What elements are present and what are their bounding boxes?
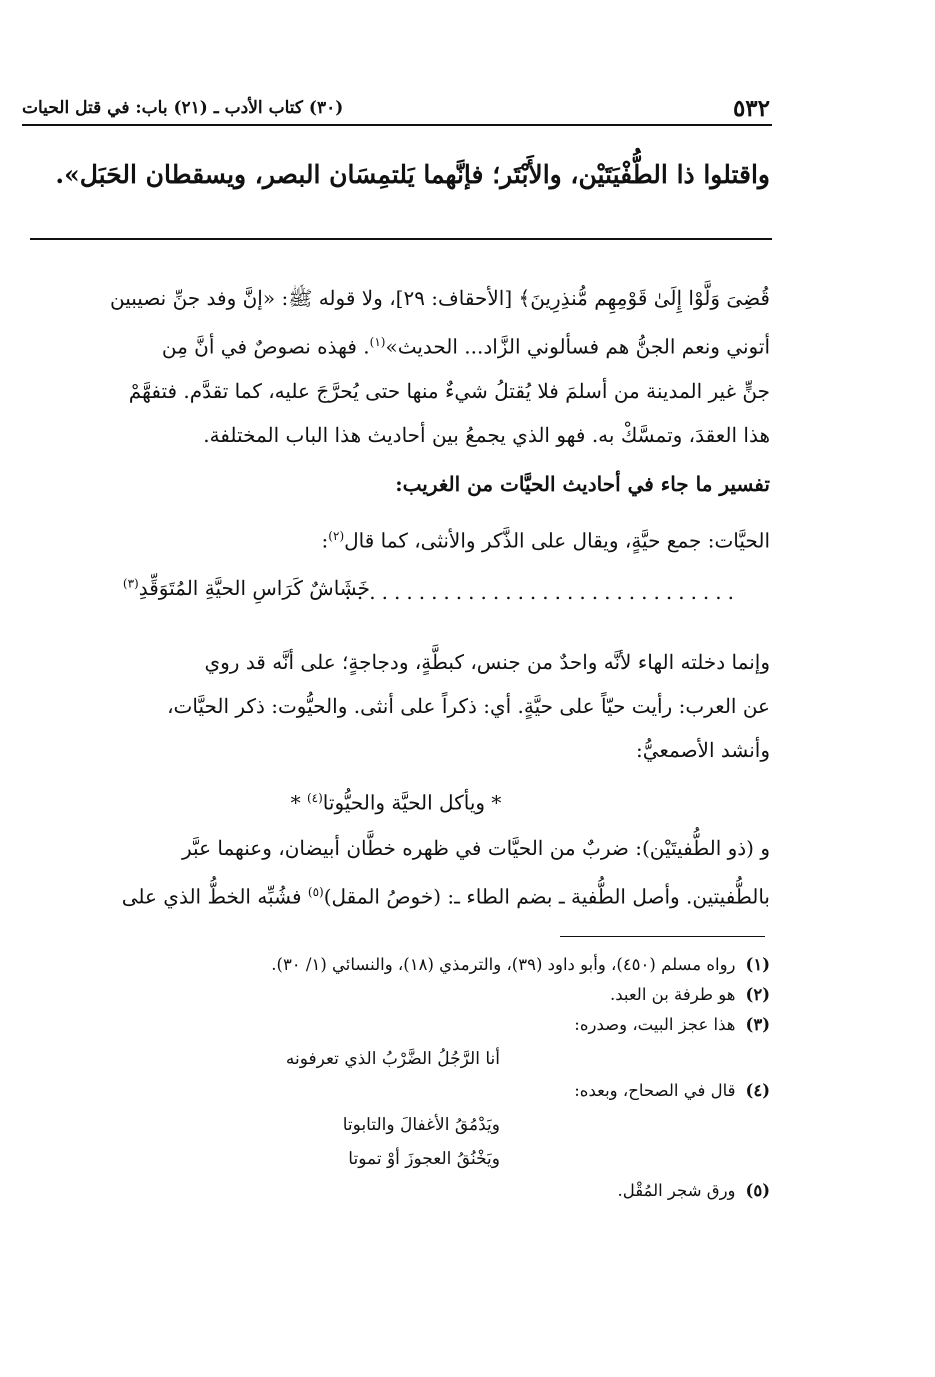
paragraph-line: وإنما دخلته الهاء لأنَّه واحدٌ من جنس، كبطَّةٍ، ودجاجةٍ؛ على أنَّه قد روي [204, 650, 770, 674]
paragraph-line-text: فشُبِّه الخطُّ الذي على [121, 884, 308, 909]
header-rule [22, 124, 772, 126]
footnote-1 [22, 950, 770, 980]
section-divider [30, 238, 772, 240]
footnote-text: رواه مسلم (٤٥٠)، وأبو داود (٣٩)، والترمذي (١٨)، والنسائي (١/ ٣٠). [271, 955, 736, 974]
paragraph-line [22, 870, 770, 919]
footnote-ref: (٢) [328, 529, 345, 543]
footnote-number: (١) [745, 955, 770, 974]
poetry-verse [40, 570, 740, 614]
hadith-text: واقتلوا ذا الطُّفْيَتَيْن، والأَبْتَر؛ فإنَّهما يَلتمِسَان البصر، ويسقطان الحَبَل». [55, 160, 770, 189]
definition-line [22, 516, 770, 561]
footnotes [22, 950, 770, 1206]
footnote-4 [22, 1076, 770, 1106]
rajaz-text: * ويأكل الحيَّة والحيُّوتا [322, 790, 502, 815]
page-number: ٥٣٢ [732, 94, 770, 122]
paragraph-line-text: أتوني ونعم الجنُّ هم فسألوني الزَّاد... الحديث» [385, 334, 770, 359]
paragraph-line: قُضِىَ وَلَّوْا إِلَىٰ قَوْمِهِم مُّنذِرِينَ﴾ [الأحقاف: ٢٩]، ولا قوله ﷺ: «إنَّ وفد جنِّ نصيبين [110, 286, 770, 310]
footnote-verse: ويَدْمُقُ الأغفالَ والتابوتا [342, 1115, 500, 1135]
footnote-ref: (١) [369, 335, 386, 349]
paragraph-line: جنٍّ غير المدينة من أسلمَ فلا يُقتلُ شيءٌ منها حتى يُحرَّجَ عليه، كما تقدَّم. فتفهَّمْ [128, 378, 770, 403]
paragraph-line: هذا العقدَ، وتمسَّكْ به. فهو الذي يجمعُ بين أحاديث هذا الباب المختلفة. [203, 422, 770, 447]
definition-tail: : [321, 528, 329, 553]
verse-ellipsis: ................................ [344, 580, 740, 604]
footnote-5 [22, 1176, 770, 1206]
footnote-rule [560, 936, 765, 937]
paragraph-line [22, 320, 770, 369]
definition-text: الحيَّات: جمع حيَّةٍ، ويقال على الذَّكر والأنثى، كما قال [344, 528, 770, 553]
paragraph-line: عن العرب: رأيت حيّاً على حيَّةٍ. أي: ذكراً على أنثى. والحيُّوت: ذكر الحيَّات، [167, 694, 770, 718]
footnote-number: (٢) [745, 985, 770, 1004]
commentary-paragraph-2 [22, 640, 770, 772]
footnote-verse: أنا الرَّجُلُ الضَّرْبُ الذي تعرفونه [285, 1049, 500, 1069]
rajaz-tail: * [290, 790, 307, 815]
footnote-3 [22, 1010, 770, 1040]
paragraph-line: و (ذو الطُّفيتَيْن): ضربٌ من الحيَّات في ظهره خطَّان أبيضان، وعنهما عبَّر [182, 836, 770, 860]
running-title: (٣٠) كتاب الأدب ـ (٢١) باب: في قتل الحيات [22, 98, 344, 118]
paragraph-line: وأنشد الأصمعيُّ: [635, 738, 770, 762]
section-heading: تفسير ما جاء في أحاديث الحيَّات من الغريب: [395, 472, 770, 496]
footnote-text: ورق شجر المُقْل. [617, 1181, 736, 1200]
footnote-text: هو طرفة بن العبد. [609, 985, 736, 1004]
footnote-text: قال في الصحاح، وبعده: [574, 1081, 736, 1100]
footnote-ref: (٤) [306, 791, 323, 805]
page-header [22, 93, 770, 123]
footnote-ref: (٣) [122, 576, 139, 591]
paragraph-line-text: بالطُّفيتين. وأصل الطُّفية ـ بضم الطاء ـ: (خوصُ المقل) [323, 884, 770, 909]
footnote-number: (٣) [745, 1015, 770, 1034]
footnote-text: هذا عجز البيت، وصدره: [574, 1015, 736, 1034]
footnote-number: (٤) [745, 1081, 770, 1100]
rajaz-verse [22, 778, 770, 823]
verse-words: خَشَاشٌ كَرَاسِ الحيَّةِ المُتَوَقِّدِ [138, 576, 370, 600]
footnote-verse: ويَخْنُقُ العجوزَ أوْ تموتا [348, 1149, 500, 1169]
paragraph-line-text: . فهذه نصوصٌ في أنَّ مِن [161, 334, 370, 359]
footnote-ref: (٥) [307, 885, 324, 899]
footnote-number: (٥) [745, 1181, 770, 1200]
footnote-2 [22, 980, 770, 1010]
verse-text [123, 576, 370, 600]
commentary-paragraph-3 [22, 826, 770, 919]
commentary-paragraph-1 [22, 276, 770, 457]
